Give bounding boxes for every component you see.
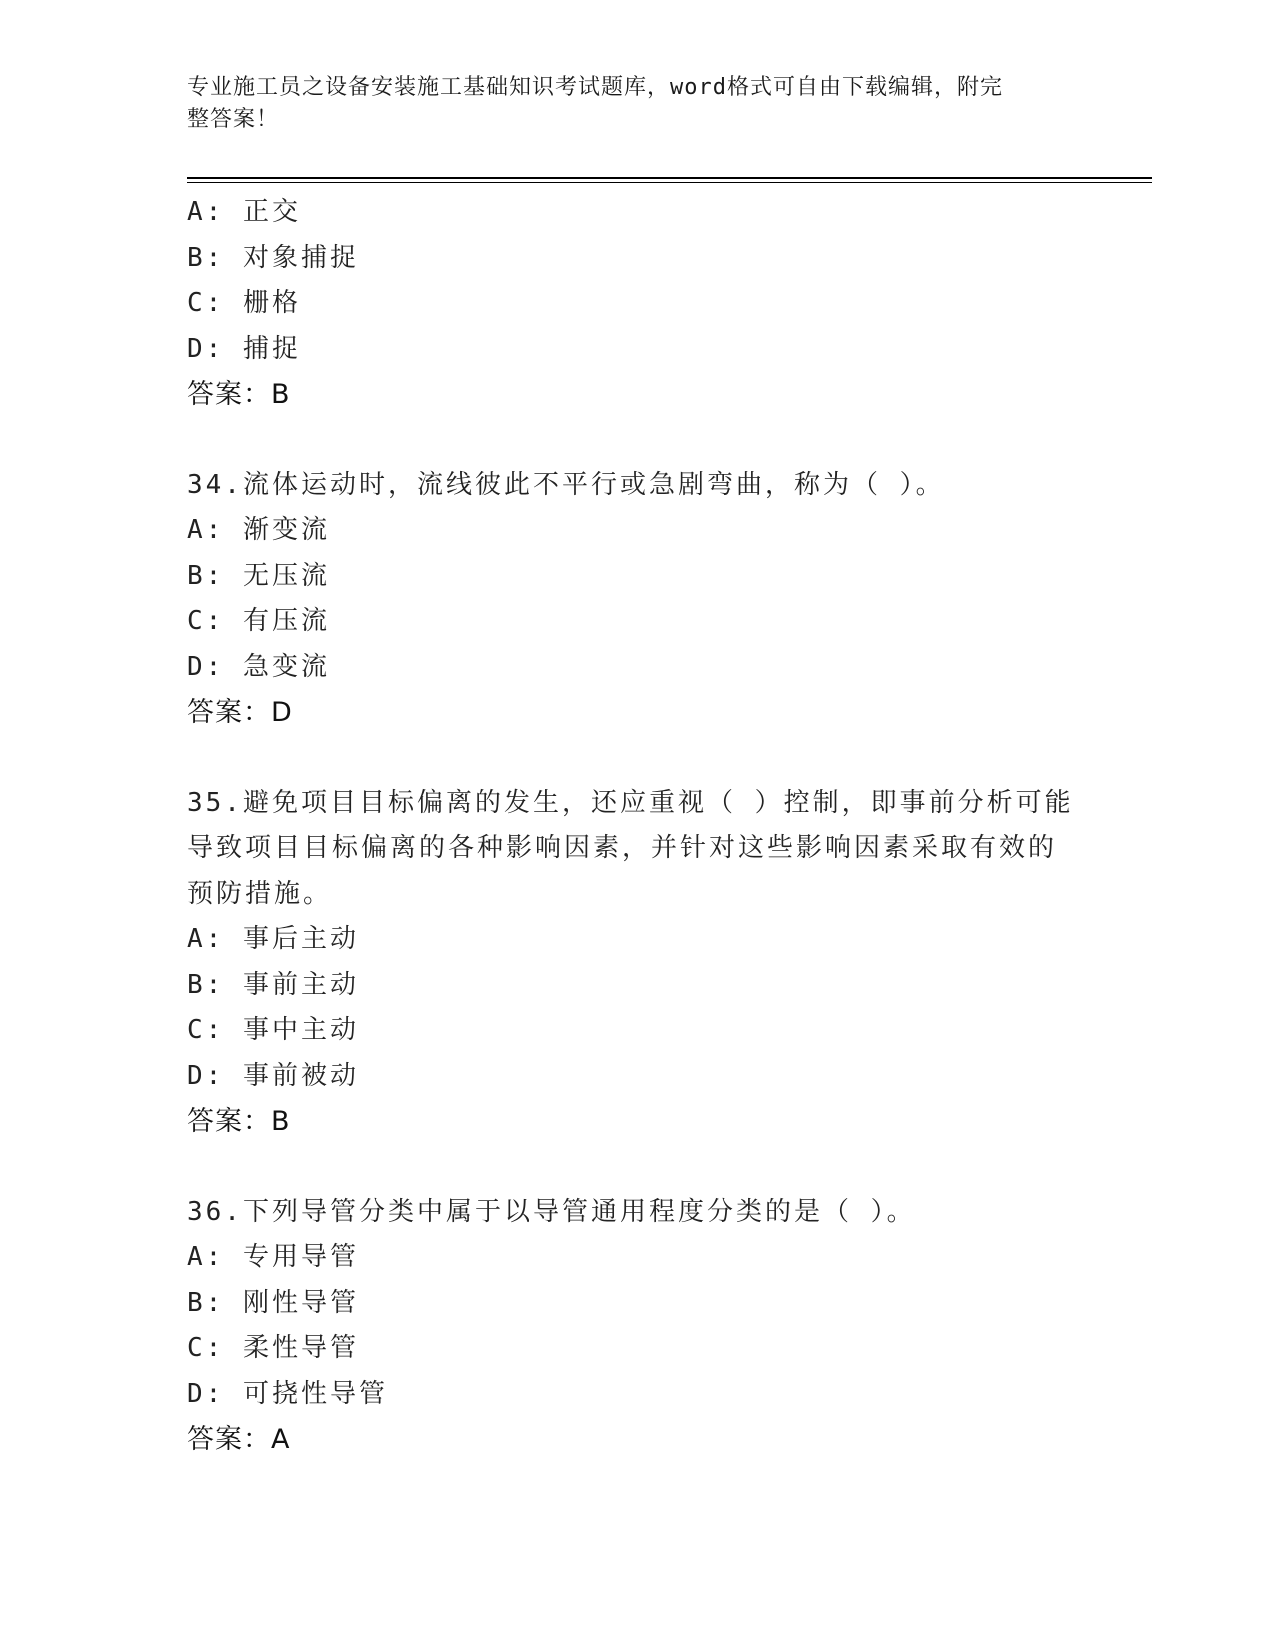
question-stem [187, 781, 1087, 918]
header-divider-thin [187, 182, 1152, 183]
question-36 [187, 1190, 1087, 1463]
question-stem: 34.流体运动时，流线彼此不平行或急剧弯曲，称为（ ）。 [187, 469, 945, 500]
option-b: B: 对象捕捉 [187, 242, 359, 273]
option-a: A: 专用导管 [187, 1242, 359, 1272]
option-c: C: 事中主动 [187, 1015, 359, 1045]
option-b: B: 事前主动 [187, 969, 359, 1000]
option-b: B: 无压流 [187, 560, 330, 591]
answer-line: 答案：B [187, 379, 291, 410]
option-d: D: 急变流 [187, 651, 330, 682]
option-c: C: 柔性导管 [187, 1333, 359, 1363]
option-a: A: 正交 [187, 197, 301, 227]
question-spacer [187, 1145, 1087, 1190]
option-c: C: 有压流 [187, 606, 330, 636]
answer-line: 答案：A [187, 1424, 291, 1455]
option-a: A: 事后主动 [187, 924, 359, 954]
option-a: A: 渐变流 [187, 515, 330, 545]
document-header [187, 72, 1067, 136]
question-stem-line: 预防措施。 [187, 878, 333, 909]
question-spacer [187, 736, 1087, 781]
question-34 [187, 463, 1087, 736]
option-d: D: 事前被动 [187, 1060, 359, 1091]
question-stem-line: 导致项目目标偏离的各种影响因素，并针对这些影响因素采取有效的 [187, 833, 1058, 863]
answer-line: 答案：D [187, 697, 293, 728]
question-spacer [187, 418, 1087, 463]
question-33 [187, 190, 1087, 418]
header-divider-thick [187, 177, 1152, 179]
option-b: B: 刚性导管 [187, 1287, 359, 1318]
answer-line: 答案：B [187, 1106, 291, 1137]
question-stem: 36.下列导管分类中属于以导管通用程度分类的是（ ）。 [187, 1196, 916, 1227]
question-list [187, 190, 1087, 1463]
question-35 [187, 781, 1087, 1145]
option-d: D: 可挠性导管 [187, 1378, 388, 1409]
option-c: C: 栅格 [187, 288, 301, 318]
question-stem-line: 35.避免项目目标偏离的发生，还应重视（ ）控制，即事前分析可能 [187, 787, 1074, 818]
header-line-1: 专业施工员之设备安装施工基础知识考试题库，word格式可自由下载编辑，附完 [187, 75, 1003, 100]
option-d: D: 捕捉 [187, 333, 301, 364]
header-line-2: 整答案！ [187, 107, 280, 132]
